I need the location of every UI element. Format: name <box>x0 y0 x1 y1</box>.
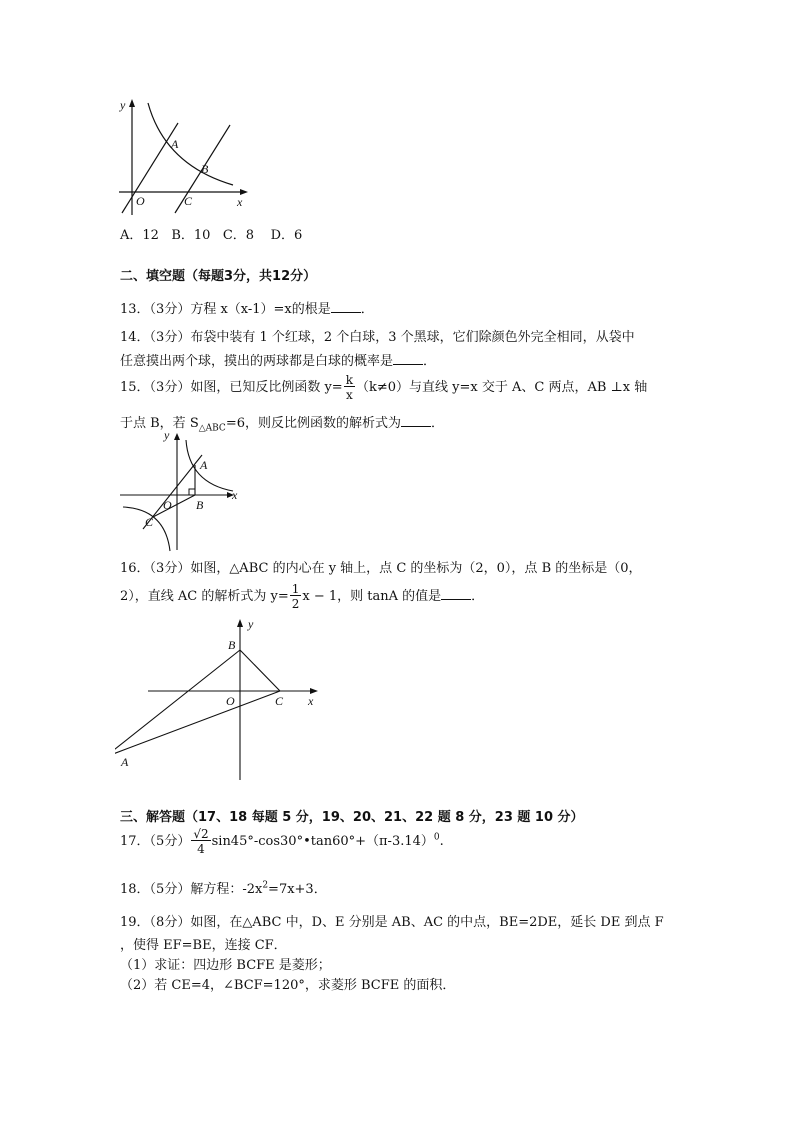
q14-line1: 14．（3分）布袋中装有 1 个红球，2 个白球，3 个黑球，它们除颜色外完全相同，从袋中 <box>120 330 635 345</box>
q12-figure <box>115 95 255 220</box>
q17 <box>120 828 444 855</box>
q14-line2 <box>120 350 436 369</box>
q12-option-d: D．6 <box>270 228 303 243</box>
q16-y-arrow <box>237 619 243 627</box>
q12-options <box>120 224 302 243</box>
q13-answer-blank <box>331 300 361 313</box>
q17-prefix: 17．（5分） <box>120 834 191 849</box>
q13-text: 13．（3分）方程 x（x-1）=x的根是 <box>120 302 331 317</box>
q15-label-x: x <box>232 488 238 502</box>
q15-text-b: （k≠0）与直线 y=x 交于 A、C 两点，AB ⊥x 轴 <box>355 380 648 395</box>
q14-suffix: ． <box>423 354 437 369</box>
q12-label-b: B <box>201 162 209 176</box>
q15-frac-num: k <box>345 373 353 387</box>
q12-option-c: C．8 <box>222 228 255 243</box>
section3-title: 三、解答题（17、18 每题 5 分，19、20、21、22 题 8 分，23 题 10 分） <box>120 810 584 825</box>
q15-label-a: A <box>200 458 208 472</box>
q16-suffix: ． <box>471 589 485 604</box>
q15-label-y: y <box>164 428 170 442</box>
q16-answer-blank <box>441 587 471 600</box>
q16-text-b: x − 1，则 tanA 的值是 <box>302 589 442 604</box>
q15-text-d: =6，则反比例函数的解析式为 <box>225 416 401 431</box>
q15-frac-den: x <box>345 388 353 402</box>
q16-line2 <box>120 583 484 610</box>
q15-fraction <box>344 374 355 401</box>
q15-line-cb <box>153 495 195 517</box>
q16-label-c: C <box>275 694 284 708</box>
q18-sup: 2 <box>262 880 269 891</box>
q19-line1: 19．（8分）如图，在△ABC 中，D、E 分别是 AB、AC 的中点，BE=2DE，延长 DE 到点 F <box>120 915 664 930</box>
q17-sup: 0 <box>433 832 440 843</box>
q16-side-ac <box>115 691 280 757</box>
q15-sub: △ABC <box>198 423 226 434</box>
q14-text: 任意摸出两个球，摸出的两球都是白球的概率是 <box>120 354 394 369</box>
q15-branch-lower <box>123 507 170 551</box>
q17-fraction <box>191 828 210 855</box>
q16-label-origin: O <box>226 694 235 708</box>
q12-y-arrow <box>129 99 135 107</box>
q19-line4: （2）若 CE=4，∠BCF=120°，求菱形 BCFE 的面积． <box>120 978 456 993</box>
q19-line3: （1）求证：四边形 BCFE 是菱形； <box>120 958 331 973</box>
q18-prefix: 18．（5分）解方程：-2x <box>120 882 263 897</box>
q15-figure <box>115 425 250 555</box>
q17-frac-num: √2 <box>193 827 209 841</box>
q18-suffix: =7x+3． <box>268 882 327 897</box>
q15-right-angle <box>189 489 195 495</box>
q12-hyperbola <box>148 103 233 185</box>
section2-title: 二、填空题（每题3分，共12分） <box>120 269 317 284</box>
q14-answer-blank <box>393 352 423 365</box>
q16-line1: 16．（3分）如图，△ABC 的内心在 y 轴上，点 C 的坐标为（2，0），点 B 的坐标是（0， <box>120 561 642 576</box>
q17-suffix: . <box>439 834 444 849</box>
q16-label-a: A <box>121 755 129 769</box>
q15-answer-blank <box>401 414 431 427</box>
q16-label-y: y <box>248 617 254 631</box>
q12-label-c: C <box>184 194 193 208</box>
q18 <box>120 878 327 897</box>
q16-figure <box>115 612 330 787</box>
q12-label-a: A <box>171 137 179 151</box>
q16-side-bc <box>240 650 280 691</box>
q15-text-c: 于点 B，若 S <box>120 416 199 431</box>
q15-suffix: ． <box>431 416 445 431</box>
q17-expr: sin45°-cos30°•tan60°+（π-3.14） <box>211 834 434 849</box>
q16-fraction <box>290 583 302 610</box>
q13 <box>120 298 374 317</box>
q16-frac-num: 1 <box>291 582 300 596</box>
q19-line2: ，使得 EF=BE，连接 CF． <box>120 938 287 953</box>
q13-suffix: ． <box>360 302 374 317</box>
q12-option-a: A．12 <box>120 228 159 243</box>
q12-label-x: x <box>237 195 243 209</box>
q15-text-a: 15．（3分）如图，已知反比例函数 y= <box>120 380 343 395</box>
q15-y-arrow <box>174 433 180 440</box>
q17-frac-den: 4 <box>197 842 205 856</box>
q12-line-oa <box>122 123 178 213</box>
q15-line1 <box>120 374 647 401</box>
q12-option-b: B．10 <box>171 228 211 243</box>
q15-label-origin: O <box>163 498 172 512</box>
q16-label-x: x <box>308 694 314 708</box>
q16-label-b: B <box>228 638 236 652</box>
q15-label-c: C <box>145 515 154 529</box>
q12-label-origin: O <box>136 194 145 208</box>
q12-label-y: y <box>120 98 126 112</box>
q16-text-a: 2），直线 AC 的解析式为 y= <box>120 589 289 604</box>
q16-side-ab <box>115 650 240 757</box>
q15-label-b: B <box>196 498 204 512</box>
q16-frac-den: 2 <box>291 597 300 611</box>
